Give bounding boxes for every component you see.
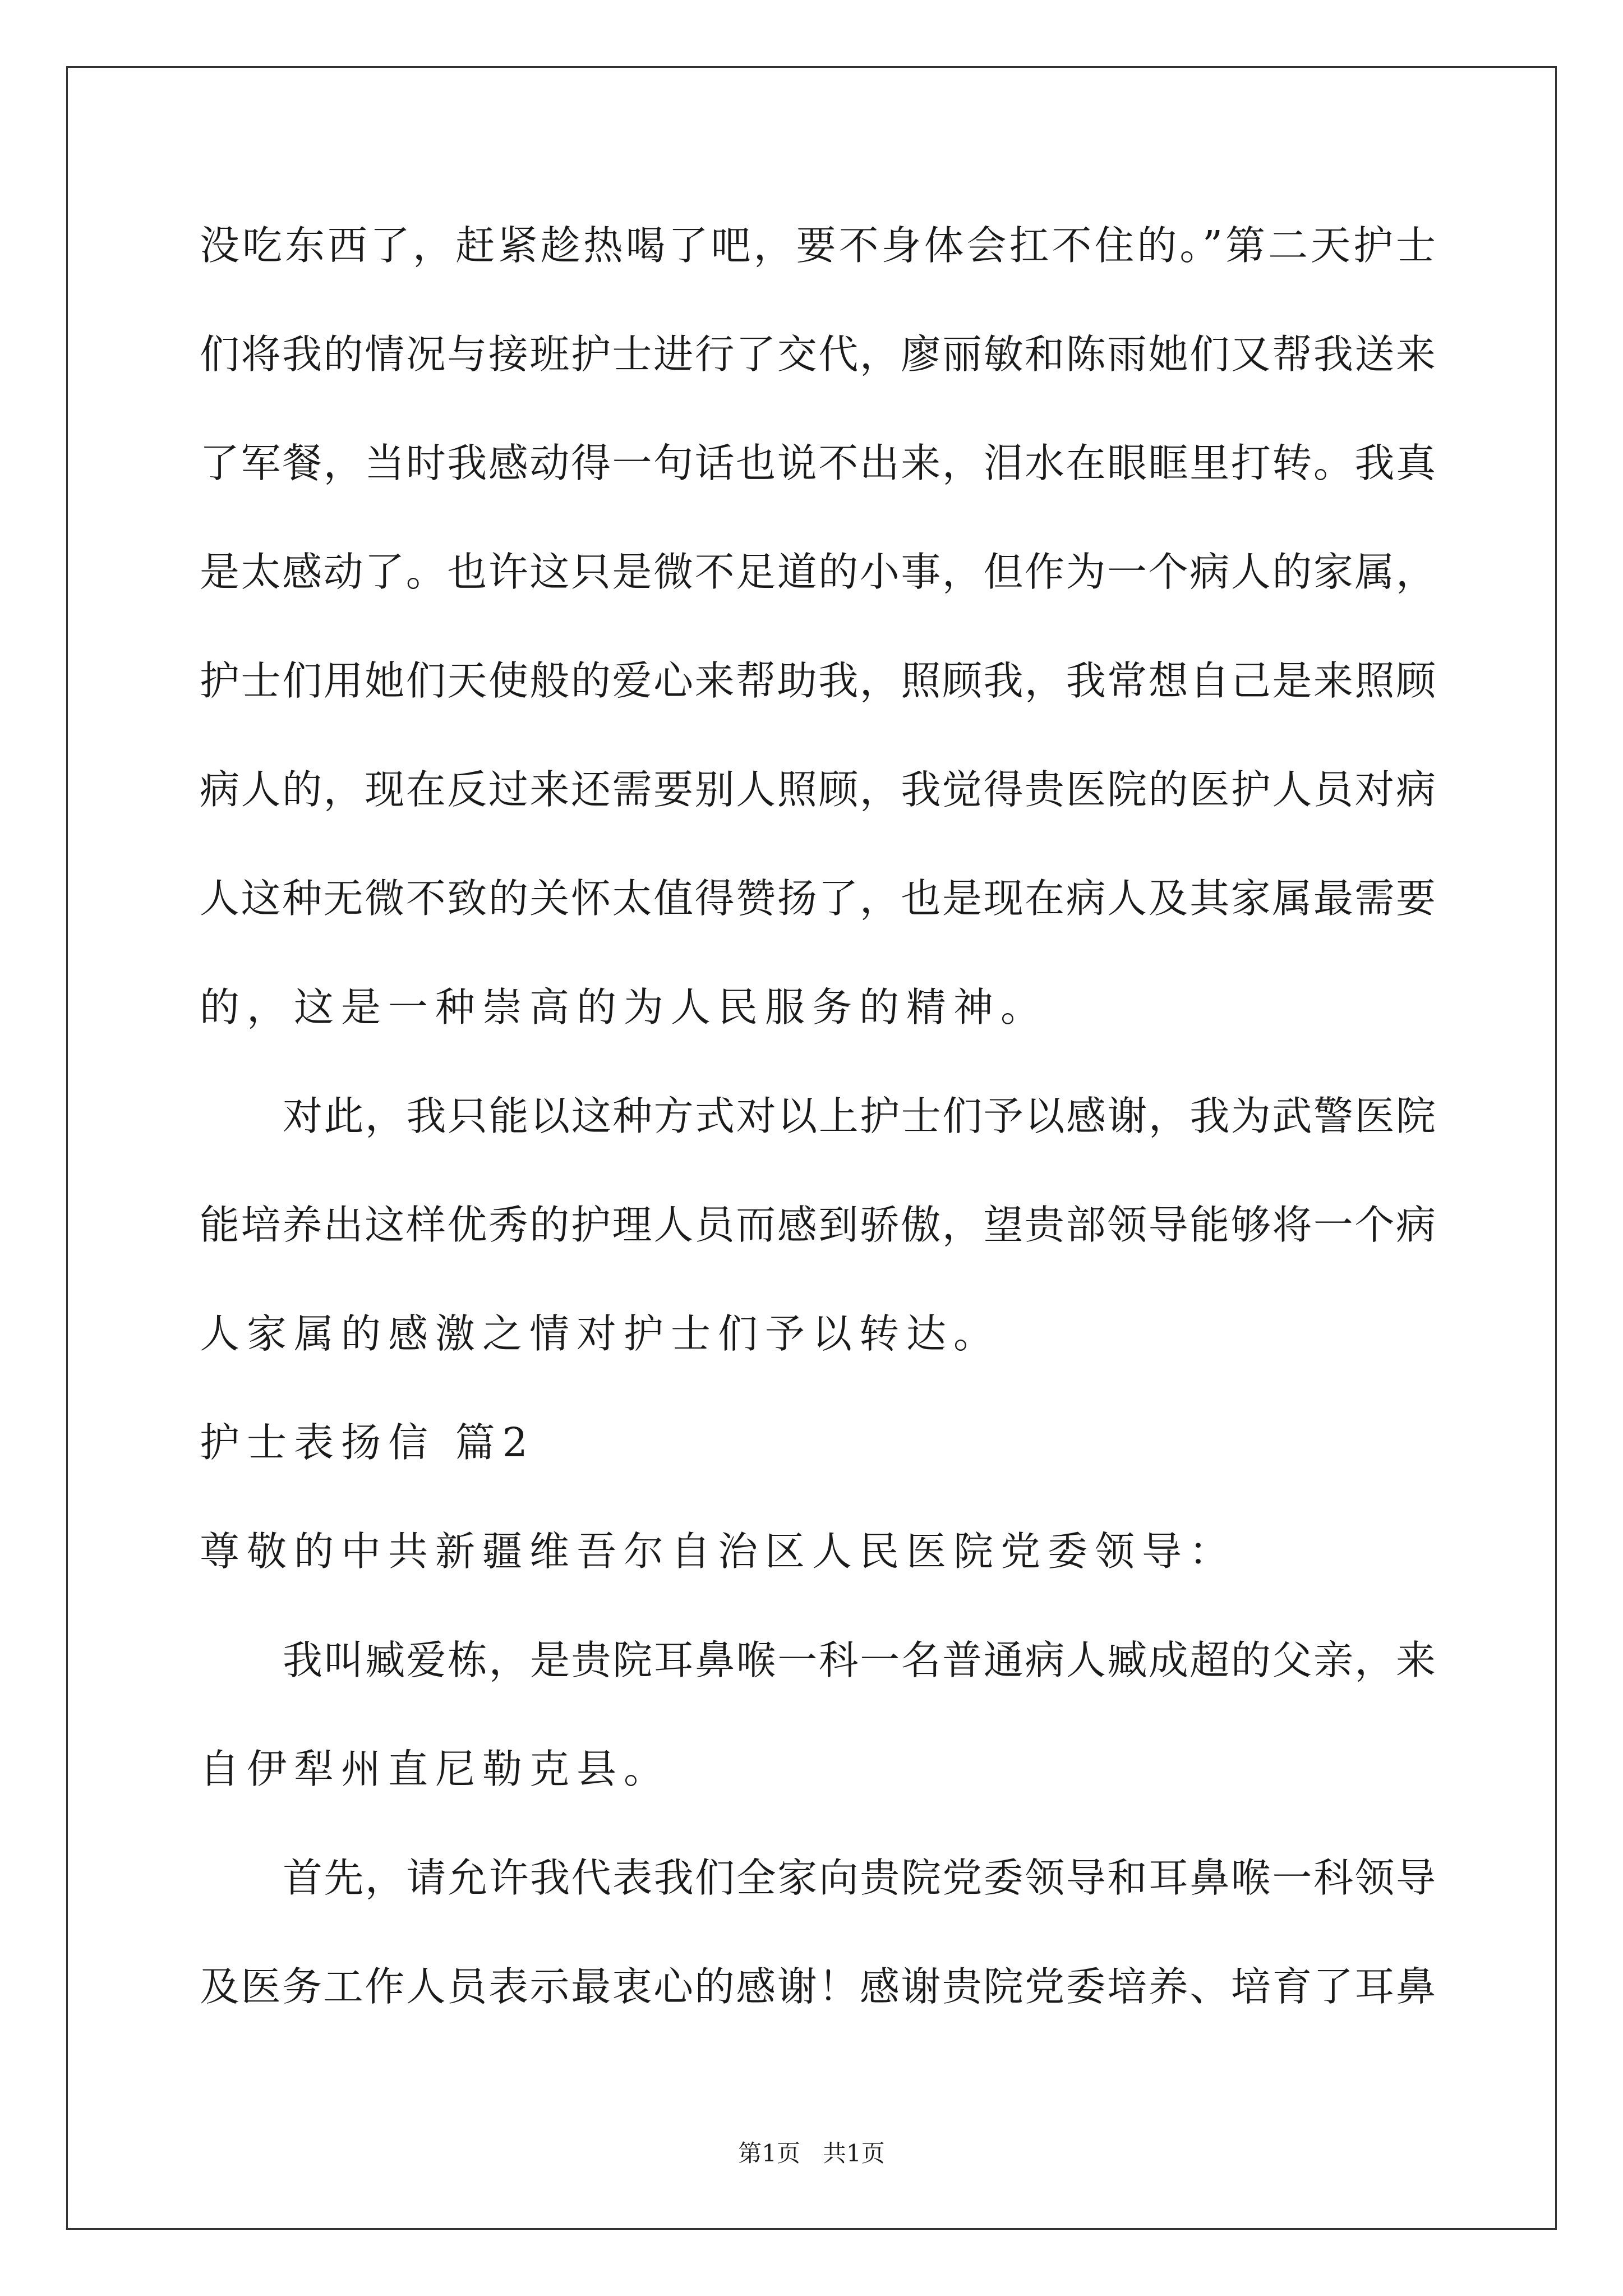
text-line: 们将我的情况与接班护士进行了交代，廖丽敏和陈雨她们又帮我送来 (200, 331, 1436, 378)
text-line: 人这种无微不致的关怀太值得赞扬了，也是现在病人及其家属最需要 (200, 875, 1436, 922)
text-line: 了军餐，当时我感动得一句话也说不出来，泪水在眼眶里打转。我真 (200, 440, 1436, 486)
section-heading: 护士表扬信 篇2 (200, 1419, 535, 1466)
text-line: 人家属的感激之情对护士们予以转达。 (200, 1310, 1001, 1357)
salutation: 尊敬的中共新疆维吾尔自治区人民医院党委领导： (200, 1528, 1237, 1575)
text-line: 护士们用她们天使般的爱心来帮助我，照顾我，我常想自己是来照顾 (200, 657, 1436, 704)
text-line: 是太感动了。也许这只是微不足道的小事，但作为一个病人的家属， (200, 549, 1436, 595)
page-footer: 第1页 共1页 (738, 2139, 885, 2167)
text-line: 及医务工作人员表示最衷心的感谢！感谢贵院党委培养、培育了耳鼻 (200, 1963, 1436, 2010)
text-line: 能培养出这样优秀的护理人员而感到骄傲，望贵部领导能够将一个病 (200, 1202, 1436, 1248)
text-line: 病人的，现在反过来还需要别人照顾，我觉得贵医院的医护人员对病 (200, 766, 1436, 813)
paragraph-start-line: 首先，请允许我代表我们全家向贵院党委领导和耳鼻喉一科领导 (283, 1855, 1436, 1901)
text-line: 的，这是一种崇高的为人民服务的精神。 (200, 984, 1048, 1030)
text-line: 自伊犁州直尼勒克县。 (200, 1746, 671, 1792)
document-body (200, 212, 1436, 2062)
paragraph-start-line: 对此，我只能以这种方式对以上护士们予以感谢，我为武警医院 (283, 1093, 1436, 1139)
text-line: 没吃东西了，赶紧趁热喝了吧，要不身体会扛不住的。”第二天护士 (200, 222, 1436, 269)
paragraph-start-line: 我叫臧爱栋，是贵院耳鼻喉一科一名普通病人臧成超的父亲，来 (283, 1637, 1436, 1683)
